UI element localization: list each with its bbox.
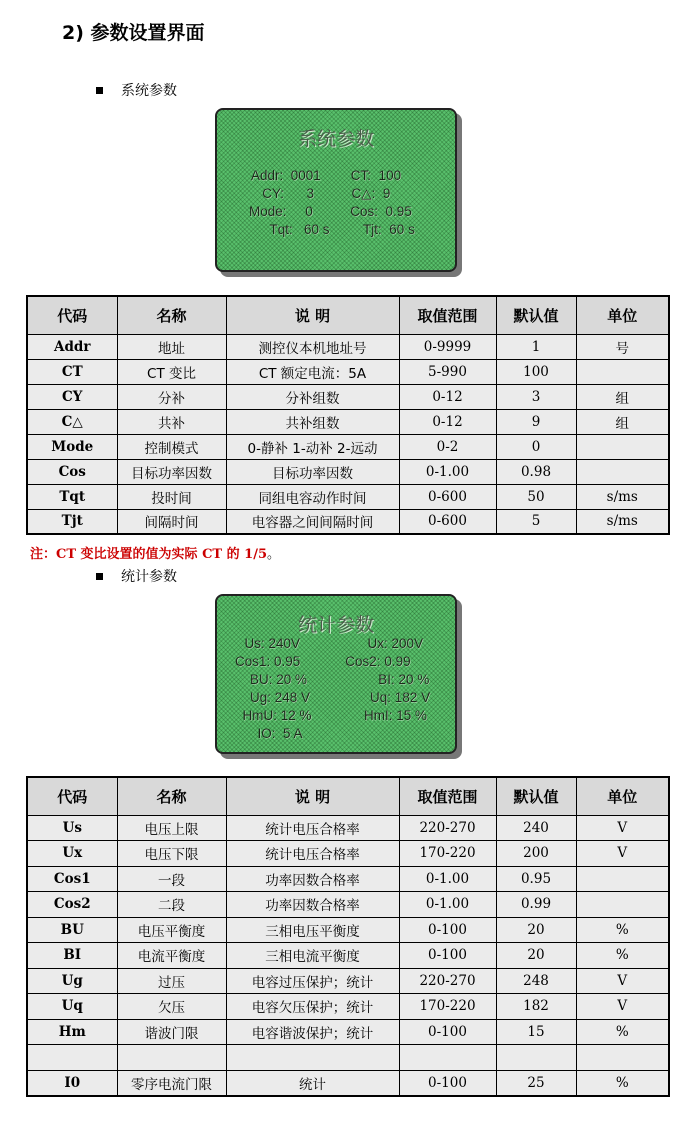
cell-code: Us [27, 815, 117, 841]
cell-name: 投时间 [117, 484, 226, 509]
cell-desc: 目标功率因数 [226, 459, 399, 484]
cell-desc: 同组电容动作时间 [226, 484, 399, 509]
section-title: 统计参数 [121, 569, 177, 585]
cell-desc: 电容谐波保护；统计 [226, 1019, 399, 1045]
cell-unit: s/ms [576, 509, 669, 534]
cell-name: 间隔时间 [117, 509, 226, 534]
cell-unit: V [576, 994, 669, 1020]
cell-range: 0-100 [399, 1019, 496, 1045]
table-header-row [27, 296, 669, 334]
cell-name: 电压下限 [117, 841, 226, 867]
cell-range: 5-990 [399, 359, 496, 384]
header-default: 默认值 [496, 777, 576, 815]
cell-unit [576, 434, 669, 459]
cell-unit: 号 [576, 334, 669, 359]
cell-name: 地址 [117, 334, 226, 359]
cell-code: BU [27, 917, 117, 943]
cell-default: 182 [496, 994, 576, 1020]
cell-unit [576, 459, 669, 484]
cell-desc: 统计 [226, 1070, 399, 1096]
cell-range: 0-100 [399, 943, 496, 969]
header-name: 名称 [117, 777, 226, 815]
cell-name: 目标功率因数 [117, 459, 226, 484]
header-default: 默认值 [496, 296, 576, 334]
table-row [27, 509, 669, 534]
lcd-title: 统计参数 [297, 614, 374, 636]
cell-name: CT 变比 [117, 359, 226, 384]
table-row [27, 459, 669, 484]
cell-name: 电流平衡度 [117, 943, 226, 969]
lcd-line: CY: 3 C△: 9 [251, 186, 391, 201]
cell-range: 0-9999 [399, 334, 496, 359]
cell-unit [576, 1045, 669, 1071]
table-row [27, 866, 669, 892]
bullet-square-icon [96, 87, 103, 94]
page-heading: 2) 参数设置界面 [62, 22, 205, 44]
cell-default: 240 [496, 815, 576, 841]
cell-range: 0-1.00 [399, 459, 496, 484]
cell-unit: s/ms [576, 484, 669, 509]
cell-name: 控制模式 [117, 434, 226, 459]
table-row [27, 434, 669, 459]
cell-code: Tjt [27, 509, 117, 534]
cell-range: 0-1.00 [399, 866, 496, 892]
cell-default: 25 [496, 1070, 576, 1096]
cell-name: 谐波门限 [117, 1019, 226, 1045]
cell-range: 220-270 [399, 968, 496, 994]
table-row [27, 334, 669, 359]
lcd-screen-system [215, 108, 457, 272]
cell-code: BI [27, 943, 117, 969]
lcd-line: HmU: 12 % HmI: 15 % [235, 708, 428, 723]
cell-default: 248 [496, 968, 576, 994]
cell-unit [576, 359, 669, 384]
lcd-line: Cos1: 0.95 Cos2: 0.99 [235, 654, 411, 669]
statistics-params-table [26, 776, 670, 1097]
cell-code: Cos1 [27, 866, 117, 892]
lcd-line: Addr: 0001 CT: 100 [251, 168, 402, 183]
cell-desc: CT 额定电流：5A [226, 359, 399, 384]
cell-default: 0 [496, 434, 576, 459]
cell-code: Ux [27, 841, 117, 867]
cell-desc: 电容过压保护；统计 [226, 968, 399, 994]
lcd-line: Ug: 248 V Uq: 182 V [235, 690, 431, 705]
cell-desc: 共补组数 [226, 409, 399, 434]
cell-name: 一段 [117, 866, 226, 892]
cell-code: CT [27, 359, 117, 384]
table-row [27, 409, 669, 434]
cell-name: 过压 [117, 968, 226, 994]
table-row [27, 943, 669, 969]
cell-default: 0.95 [496, 866, 576, 892]
cell-unit: % [576, 1070, 669, 1096]
cell-desc: 0-静补 1-动补 2-远动 [226, 434, 399, 459]
cell-name: 电压平衡度 [117, 917, 226, 943]
header-range: 取值范围 [399, 296, 496, 334]
cell-desc: 功率因数合格率 [226, 892, 399, 918]
header-desc: 说 明 [226, 296, 399, 334]
lcd-line: Us: 240V Ux: 200V [237, 636, 424, 651]
cell-desc: 功率因数合格率 [226, 866, 399, 892]
cell-name: 共补 [117, 409, 226, 434]
cell-range: 0-100 [399, 917, 496, 943]
cell-default: 3 [496, 384, 576, 409]
cell-default: 20 [496, 943, 576, 969]
cell-desc: 分补组数 [226, 384, 399, 409]
cell-default: 50 [496, 484, 576, 509]
table-header-row [27, 777, 669, 815]
note-tail: 。 [266, 547, 280, 562]
cell-default: 1 [496, 334, 576, 359]
cell-range: 170-220 [399, 994, 496, 1020]
cell-code: Ug [27, 968, 117, 994]
lcd-line: IO: 5 A [235, 726, 303, 741]
cell-desc: 电容器之间间隔时间 [226, 509, 399, 534]
cell-desc: 电容欠压保护；统计 [226, 994, 399, 1020]
section-statistics-params [96, 566, 177, 586]
cell-unit: V [576, 841, 669, 867]
cell-desc: 统计电压合格率 [226, 841, 399, 867]
cell-code: C△ [27, 409, 117, 434]
header-name: 名称 [117, 296, 226, 334]
section-title: 系统参数 [121, 83, 177, 99]
cell-range: 0-100 [399, 1070, 496, 1096]
lcd-line: BU: 20 % BI: 20 % [235, 672, 430, 687]
cell-range [399, 1045, 496, 1071]
cell-unit: % [576, 1019, 669, 1045]
cell-desc: 测控仪本机地址号 [226, 334, 399, 359]
table-row [27, 1070, 669, 1096]
cell-code: I0 [27, 1070, 117, 1096]
cell-code: Addr [27, 334, 117, 359]
table-row [27, 994, 669, 1020]
cell-name [117, 1045, 226, 1071]
cell-range: 220-270 [399, 815, 496, 841]
cell-range: 0-1.00 [399, 892, 496, 918]
table-row [27, 892, 669, 918]
cell-name: 二段 [117, 892, 226, 918]
section-system-params [96, 80, 177, 100]
cell-default: 20 [496, 917, 576, 943]
cell-unit: % [576, 917, 669, 943]
cell-default: 9 [496, 409, 576, 434]
table-row [27, 484, 669, 509]
cell-unit: 组 [576, 384, 669, 409]
cell-range: 0-2 [399, 434, 496, 459]
header-unit: 单位 [576, 296, 669, 334]
cell-unit [576, 892, 669, 918]
cell-range: 0-12 [399, 384, 496, 409]
table-row [27, 841, 669, 867]
cell-desc: 三相电流平衡度 [226, 943, 399, 969]
cell-unit: V [576, 815, 669, 841]
table-row [27, 1019, 669, 1045]
cell-unit [576, 866, 669, 892]
table-row [27, 815, 669, 841]
cell-name: 电压上限 [117, 815, 226, 841]
cell-code: Tqt [27, 484, 117, 509]
cell-name: 欠压 [117, 994, 226, 1020]
cell-unit: 组 [576, 409, 669, 434]
table-row [27, 1045, 669, 1071]
cell-desc: 统计电压合格率 [226, 815, 399, 841]
cell-default: 0.98 [496, 459, 576, 484]
cell-default: 15 [496, 1019, 576, 1045]
cell-default: 0.99 [496, 892, 576, 918]
table-row [27, 359, 669, 384]
lcd-title: 系统参数 [297, 128, 374, 150]
header-desc: 说 明 [226, 777, 399, 815]
cell-default: 200 [496, 841, 576, 867]
table-row [27, 917, 669, 943]
cell-default: 5 [496, 509, 576, 534]
cell-name: 分补 [117, 384, 226, 409]
cell-code: Uq [27, 994, 117, 1020]
system-params-table [26, 295, 670, 535]
header-code: 代码 [27, 777, 117, 815]
lcd-screen-statistics [215, 594, 457, 754]
cell-default [496, 1045, 576, 1071]
header-range: 取值范围 [399, 777, 496, 815]
ct-ratio-note [30, 543, 280, 562]
lcd-line: Mode: 0 Cos: 0.95 [249, 204, 412, 219]
lcd-line: Tqt: 60 s Tjt: 60 s [251, 222, 415, 237]
cell-range: 0-600 [399, 509, 496, 534]
header-code: 代码 [27, 296, 117, 334]
cell-desc [226, 1045, 399, 1071]
cell-code: Mode [27, 434, 117, 459]
cell-range: 170-220 [399, 841, 496, 867]
cell-code: Cos2 [27, 892, 117, 918]
cell-name: 零序电流门限 [117, 1070, 226, 1096]
cell-code: CY [27, 384, 117, 409]
cell-code: Cos [27, 459, 117, 484]
cell-range: 0-600 [399, 484, 496, 509]
table-row [27, 384, 669, 409]
table-row [27, 968, 669, 994]
note-text: 注：CT 变比设置的值为实际 CT 的 1/5 [30, 547, 267, 562]
cell-range: 0-12 [399, 409, 496, 434]
bullet-square-icon [96, 573, 103, 580]
cell-code [27, 1045, 117, 1071]
cell-unit: V [576, 968, 669, 994]
header-unit: 单位 [576, 777, 669, 815]
cell-default: 100 [496, 359, 576, 384]
cell-desc: 三相电压平衡度 [226, 917, 399, 943]
cell-code: Hm [27, 1019, 117, 1045]
cell-unit: % [576, 943, 669, 969]
